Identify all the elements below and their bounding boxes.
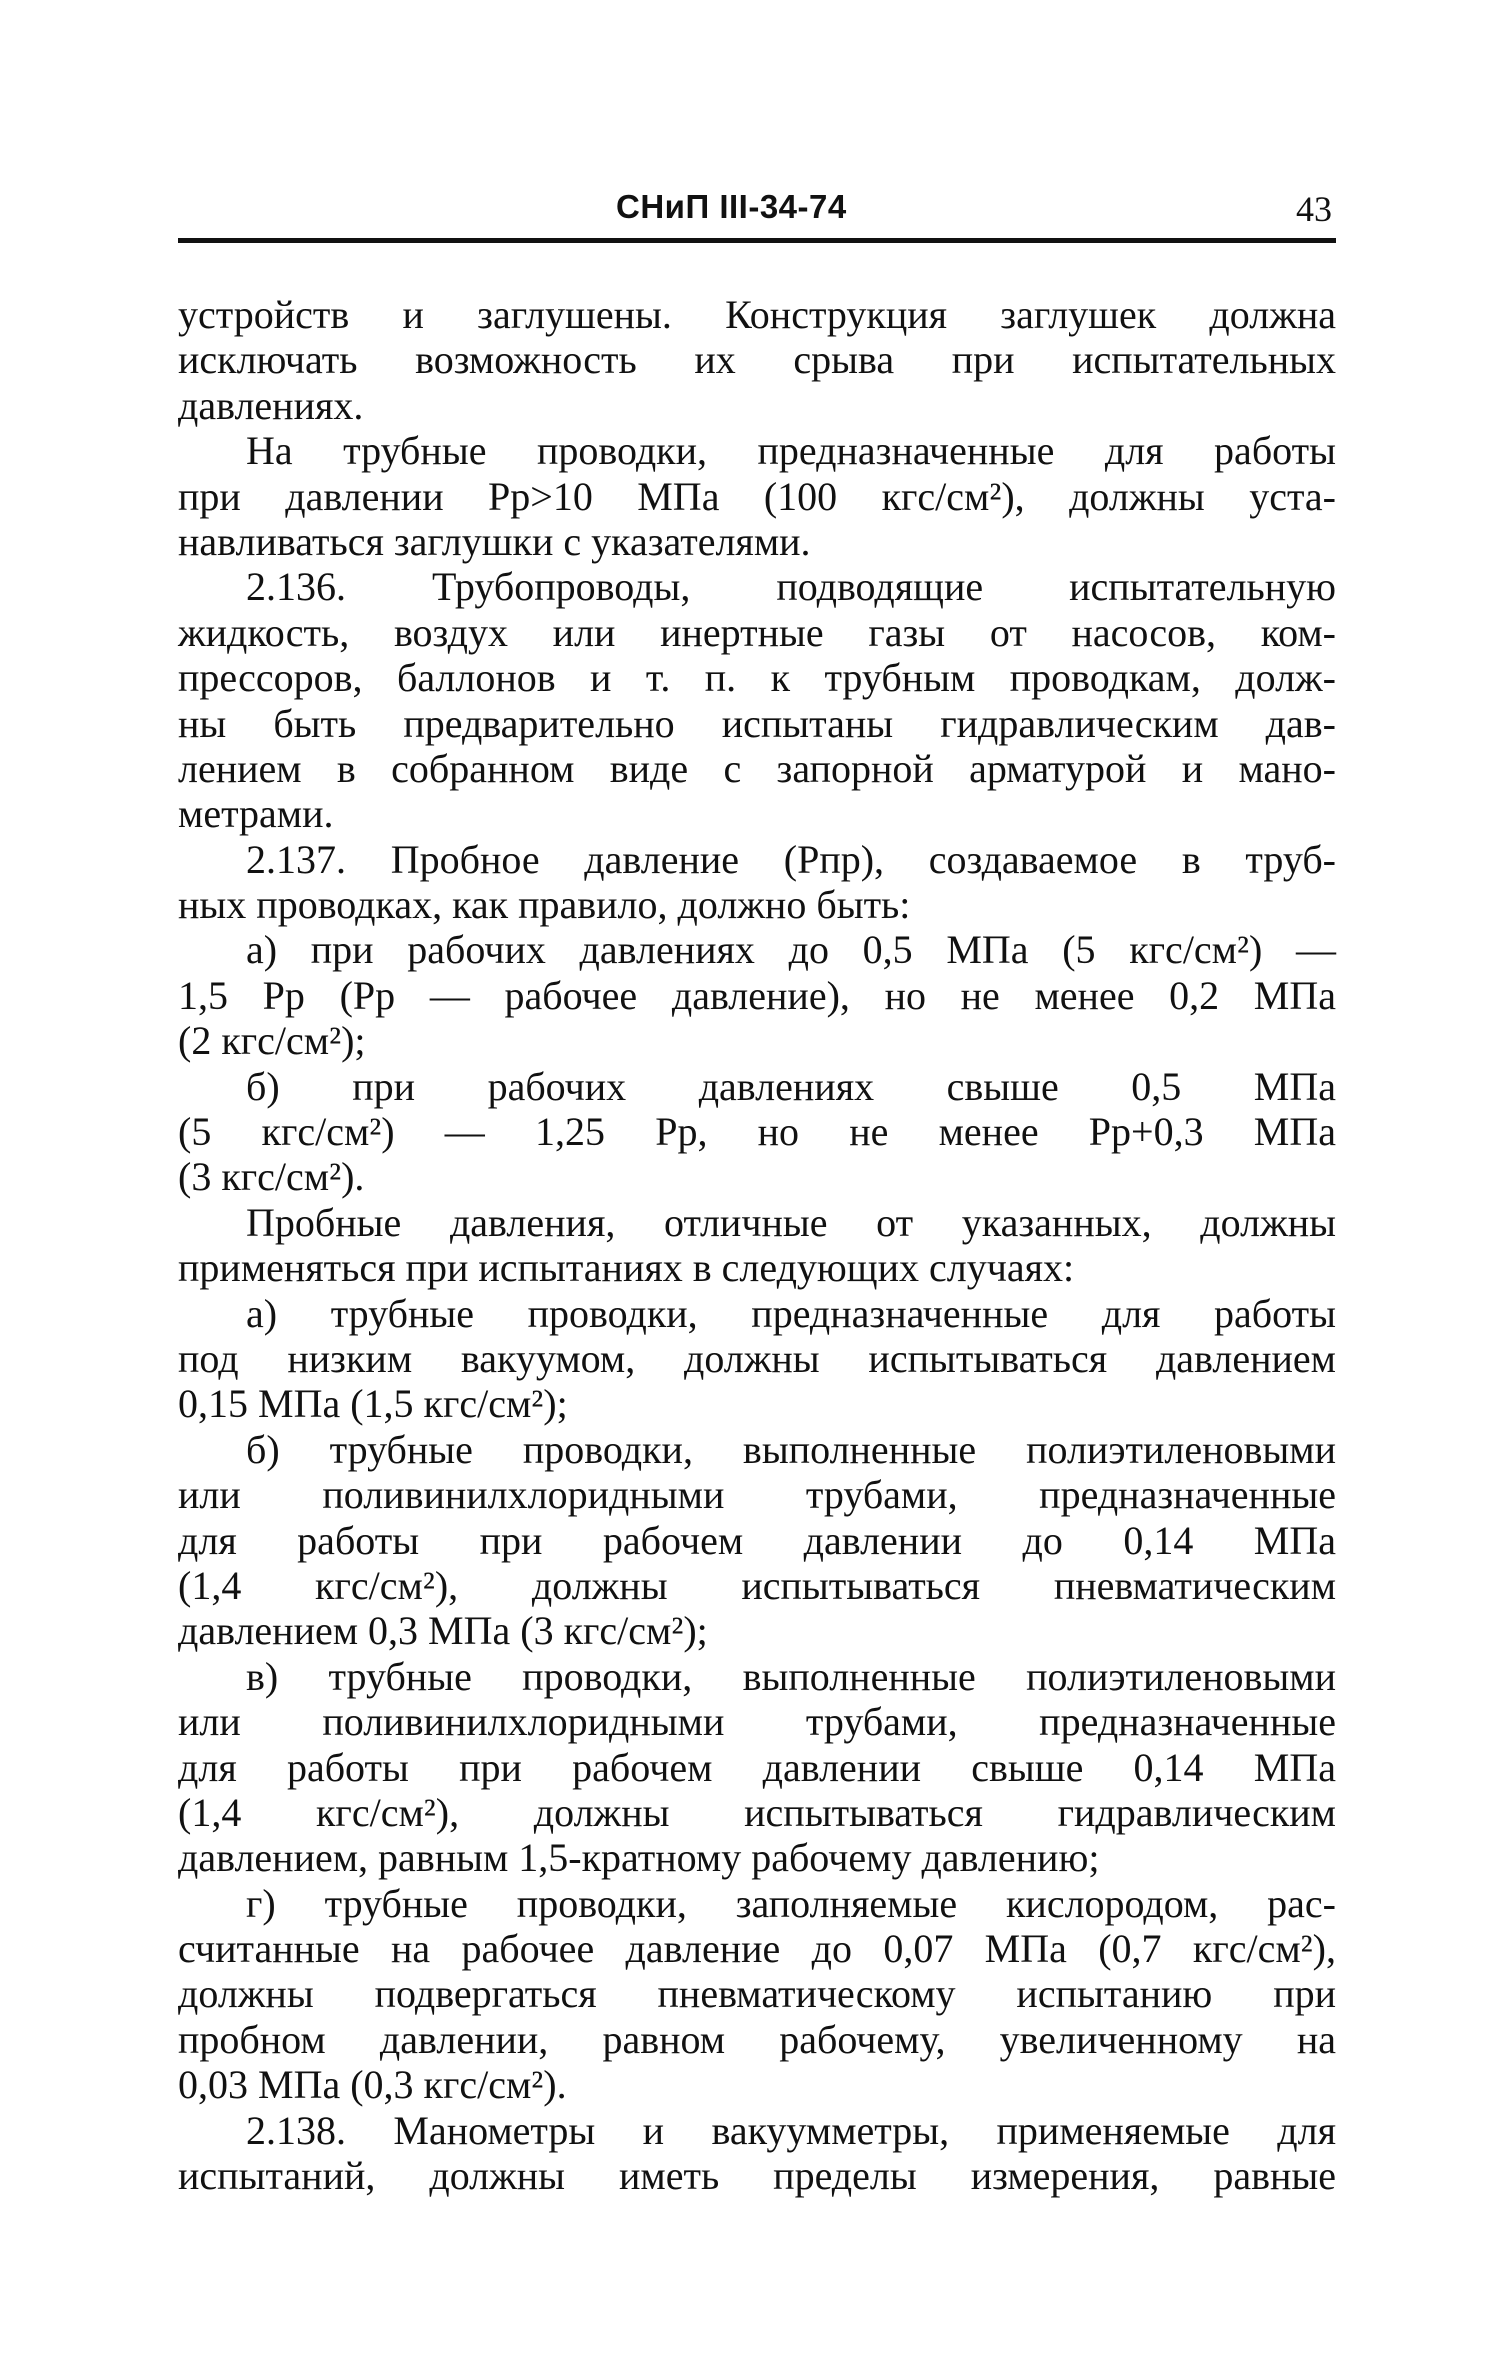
text-line: а) при рабочих давлениях до 0,5 МПа (5 кгс/см²) —	[246, 927, 1336, 973]
text-line: (2 кгс/см²);	[178, 1018, 366, 1064]
text-line: в) трубные проводки, выполненные полиэтиленовыми	[246, 1653, 1336, 1699]
text-line: г) трубные проводки, заполняемые кислородом, рас-	[246, 1880, 1336, 1926]
text-line: пробном давлении, равном рабочему, увеличенному на	[178, 2016, 1336, 2062]
text-line: ны быть предварительно испытаны гидравлическим дав-	[178, 700, 1336, 746]
text-line: (3 кгс/см²).	[178, 1154, 365, 1200]
text-line: метрами.	[178, 791, 334, 837]
text-line: для работы при рабочем давлении свыше 0,14 МПа	[178, 1744, 1336, 1790]
text-line: 0,15 МПа (1,5 кгс/см²);	[178, 1381, 568, 1427]
text-line: давлением 0,3 МПа (3 кгс/см²);	[178, 1608, 708, 1654]
text-line: прессоров, баллонов и т. п. к трубным проводкам, долж-	[178, 655, 1336, 701]
text-line: испытаний, должны иметь пределы измерения, равные	[178, 2153, 1336, 2199]
text-line: 2.136. Трубопроводы, подводящие испытательную	[246, 564, 1336, 610]
text-line: применяться при испытаниях в следующих случаях:	[178, 1245, 1075, 1291]
text-line: На трубные проводки, предназначенные для работы	[246, 428, 1336, 474]
text-line: должны подвергаться пневматическому испытанию при	[178, 1971, 1336, 2017]
text-line: устройств и заглушены. Конструкция заглушек должна	[178, 292, 1336, 337]
text-line: исключать возможность их срыва при испытательных	[178, 337, 1336, 383]
text-line: под низким вакуумом, должны испытываться давлением	[178, 1335, 1336, 1381]
header-rule	[178, 238, 1336, 243]
text-line: считанные на рабочее давление до 0,07 МПа (0,7 кгс/см²),	[178, 1926, 1336, 1972]
text-line: (1,4 кгс/см²), должны испытываться пневматическим	[178, 1562, 1336, 1608]
text-line: 0,03 МПа (0,3 кгс/см²).	[178, 2062, 567, 2108]
text-line: (5 кгс/см²) — 1,25 Pр, но не менее Pр+0,3 МПа	[178, 1109, 1336, 1155]
text-line: б) трубные проводки, выполненные полиэтиленовыми	[246, 1426, 1336, 1472]
text-line: Пробные давления, отличные от указанных, должны	[246, 1199, 1336, 1245]
text-line: для работы при рабочем давлении до 0,14 МПа	[178, 1517, 1336, 1563]
text-line: 1,5 Pр (Pр — рабочее давление), но не менее 0,2 МПа	[178, 972, 1336, 1018]
text-line: лением в собранном виде с запорной арматурой и мано-	[178, 745, 1336, 791]
text-line: 2.137. Пробное давление (Pпр), создаваемое в труб-	[246, 836, 1336, 882]
text-line: а) трубные проводки, предназначенные для работы	[246, 1290, 1336, 1336]
page-number: 43	[1296, 189, 1332, 229]
text-line: давлением, равным 1,5-кратному рабочему давлению;	[178, 1835, 1100, 1881]
text-line: ных проводках, как правило, должно быть:	[178, 882, 911, 928]
body-text	[178, 292, 1336, 2198]
text-line: (1,4 кгс/см²), должны испытываться гидравлическим	[178, 1789, 1336, 1835]
text-line: или поливинилхлоридными трубами, предназначенные	[178, 1472, 1336, 1518]
text-line: давлениях.	[178, 382, 364, 428]
text-line: при давлении Pр>10 МПа (100 кгс/см²), должны уста-	[178, 473, 1336, 519]
text-line: или поливинилхлоридными трубами, предназначенные	[178, 1699, 1336, 1745]
text-line: б) при рабочих давлениях свыше 0,5 МПа	[246, 1063, 1336, 1109]
text-line: 2.138. Манометры и вакуумметры, применяемые для	[246, 2107, 1336, 2153]
text-line: жидкость, воздух или инертные газы от насосов, ком-	[178, 609, 1336, 655]
text-line: навливаться заглушки с указателями.	[178, 518, 811, 564]
running-title: СНиП III-34-74	[616, 188, 847, 225]
page-header	[178, 188, 1336, 240]
